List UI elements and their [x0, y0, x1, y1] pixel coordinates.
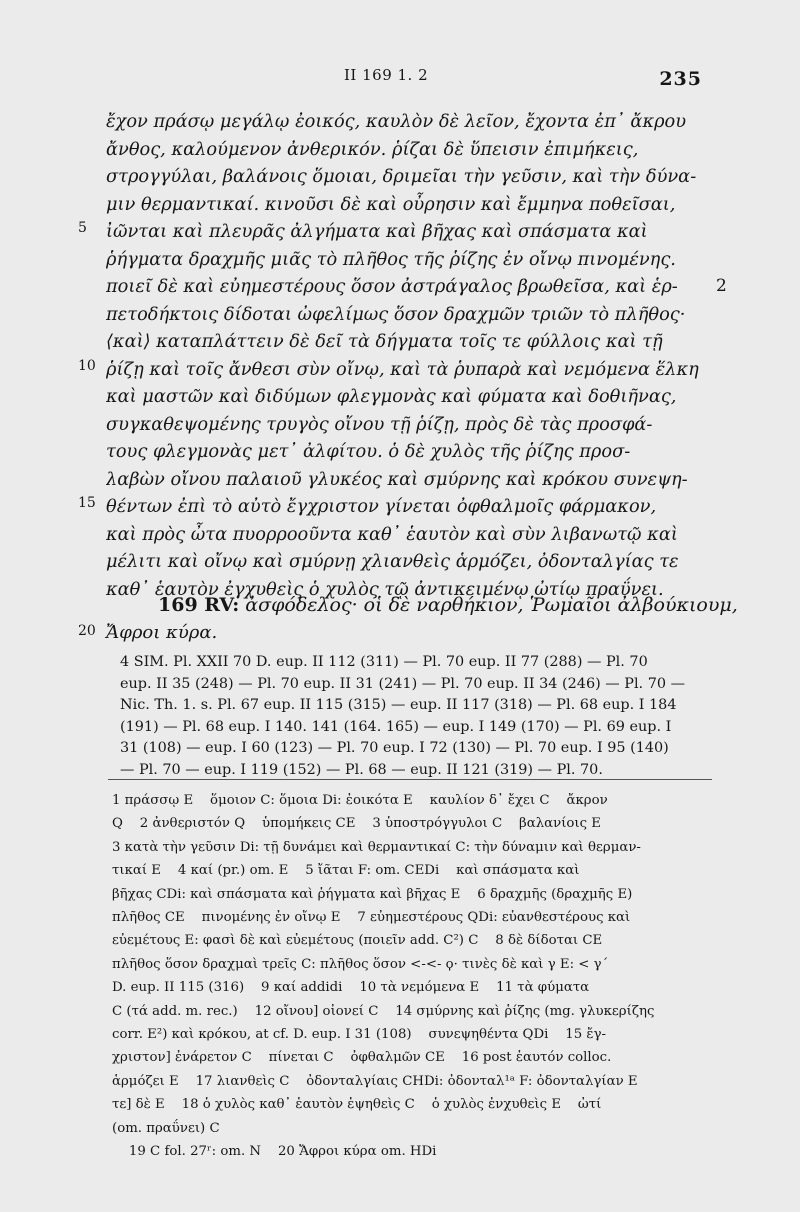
apparatus-line: ἁρμόζει E 17 λιανθεὶς C ὀδονταλγίαις CHDi: ὀδονταλ¹ᵃ F: ὀδονταλγίαν E — [112, 1073, 638, 1089]
testimonia-block — [120, 652, 710, 782]
line-number: 20 — [78, 623, 96, 639]
running-head — [0, 62, 800, 92]
line-text: συγκαθεψομένης τρυγὸς οἴνου τῇ ῥίζῃ, πρὸς δὲ τὰς προσφά- — [106, 413, 653, 435]
testimonia-line: 31 (108) — eup. I 60 (123) — Pl. 70 eup. I 72 (130) — Pl. 70 eup. I 95 (140) — [120, 740, 669, 757]
line-text: καὶ μαστῶν καὶ διδύμων φλεγμονὰς καὶ φύματα καὶ δοθιῆνας, — [106, 386, 677, 407]
line-text: ποιεῖ δὲ καὶ εὐημεστέρους ὅσον ἀστράγαλος βρωθεῖσα, καὶ ἑρ- — [106, 276, 678, 297]
apparatus-line: τικαί E 4 καί (pr.) om. E 5 ἴᾶται F: om. CEDi καὶ σπάσματα καὶ — [112, 863, 580, 879]
entry-number: 169 RV: — [158, 594, 240, 616]
line-number: 10 — [78, 357, 96, 374]
text-line — [0, 521, 800, 549]
line-text: ἄνθος, καλούμενον ἀνθερικόν. ῥίζαι δὲ ὕπεισιν ἐπιμήκεις, — [106, 138, 639, 160]
line-text: καὶ πρὸς ὦτα πυορροοῦντα καθ᾿ ἑαυτὸν καὶ σὺν λιβανωτῷ καὶ — [106, 523, 678, 545]
line-text: πετοδήκτοις δίδοται ὠφελίμως ὅσον δραχμῶν τριῶν τὸ πλῆθος· — [106, 303, 686, 325]
text-line — [0, 108, 800, 136]
line-text: ἰῶνται καὶ πλευρᾶς ἀλγήματα καὶ βῆχας καὶ σπάσματα καὶ — [106, 221, 648, 242]
testimonia-line: Nic. Th. 1. s. Pl. 67 eup. II 115 (315) — eup. II 117 (318) — Pl. 68 eup. I 184 — [120, 697, 677, 714]
apparatus-line: D. eup. II 115 (316) 9 καί addidi 10 τὰ νεμόμενα E 11 τὰ φύματα — [112, 980, 590, 996]
line-text: θέντων ἐπὶ τὸ αὐτὸ ἔγχριστον γίνεται ὀφθαλμοῖς φάρμακον, — [106, 496, 657, 517]
testimonia-line: 4 SIM. Pl. XXII 70 D. eup. II 112 (311) — Pl. 70 eup. II 77 (288) — Pl. 70 — [120, 654, 648, 670]
text-line — [0, 356, 800, 384]
apparatus-line: 3 κατὰ τὴν γεῦσιν Di: τῇ δυνάμει καὶ θερμαντικαί C: τὴν δύναμιν καὶ θερμαν- — [112, 839, 641, 855]
apparatus-line: βῆχας CDi: καὶ σπάσματα καὶ ῥήγματα καὶ βῆχας E 6 δραχμῆς (δραχμῆς E) — [112, 886, 633, 902]
apparatus-line: πλῆθος CE πινομένης ἐν οἴνῳ E 7 εὐημεστέρους QDi: εὐανθεστέρους καὶ — [112, 910, 631, 926]
line-number: 15 — [78, 495, 96, 511]
testimonia-line: — Pl. 70 — eup. I 119 (152) — Pl. 68 — eup. II 121 (319) — Pl. 70. — [120, 761, 603, 778]
apparatus-line: 19 C fol. 27ʳ: om. N 20 Ἄφροι κύρα om. HDi — [112, 1144, 437, 1160]
apparatus-line: 1 πράσσῳ E ὅμοιον C: ὅμοια Di: ἐοικότα E καυλίον δ᾿ ἔχει C ἄκρον — [112, 793, 608, 808]
line-text: ⟨καὶ⟩ καταπλάττειν δὲ δεῖ τὰ δήγματα τοῖς τε φύλλοις καὶ τῇ — [106, 331, 663, 352]
line-text: λαβὼν οἴνου παλαιοῦ γλυκέος καὶ σμύρνης καὶ κρόκου συνεψη- — [106, 468, 688, 490]
entry-169 — [0, 592, 800, 646]
line-text: ῥίζῃ καὶ τοῖς ἄνθεσι σὺν οἴνῳ, καὶ τὰ ῥυπαρὰ καὶ νεμόμενα ἕλκη — [106, 358, 699, 380]
text-line — [0, 301, 800, 329]
text-line — [0, 246, 800, 274]
text-line — [0, 438, 800, 466]
section-reference: II 169 1. 2 — [344, 66, 429, 84]
text-line — [0, 548, 800, 576]
text-line — [0, 493, 800, 521]
main-text — [0, 108, 800, 603]
line-text: ῥήγματα δραχμῆς μιᾶς τὸ πλῆθος τῆς ῥίζης ἐν οἴνῳ πινομένης. — [106, 248, 676, 270]
line-text: καθ᾿ ἑαυτὸν ἐγχυθεὶς ὁ χυλὸς τῷ ἀντικειμένῳ ὠτίῳ πραΰνει. — [106, 578, 664, 600]
entry-synonyms-cont: Ἄφροι κύρα. — [106, 622, 218, 643]
line-text: στρογγύλαι, βαλάνοις ὅμοιαι, δριμεῖαι τὴν γεῦσιν, καὶ τὴν δύνα- — [106, 166, 697, 187]
apparatus-line: πλῆθος ὅσον δραχμαὶ τρεῖς C: πλῆθος ὅσον <-<- ϙ· τινὲς δὲ καὶ γ E: < γ´ — [112, 956, 609, 972]
text-line — [0, 411, 800, 439]
entry-synonyms: ἀσφόδελος· οἱ δὲ ναρθήκιον, Ῥωμαῖοι ἀλβούκιουμ, — [245, 594, 738, 616]
apparatus-line: corr. E²) καὶ κρόκου, at cf. D. eup. I 31 (108) συνεψηθέντα QDi 15 ἔγ- — [112, 1027, 607, 1043]
text-line — [0, 218, 800, 246]
line-number: 5 — [78, 220, 87, 236]
critical-apparatus — [112, 789, 712, 1164]
apparatus-line: τε] δὲ E 18 ὁ χυλὸς καθ᾿ ἑαυτὸν ἑψηθεὶς C ὁ χυλὸς ἐνχυθεὶς E ὠτί — [112, 1097, 602, 1113]
testimonia-line: (191) — Pl. 68 eup. I 140. 141 (164. 165) — eup. I 149 (170) — Pl. 69 eup. I — [120, 718, 672, 735]
text-line — [0, 191, 800, 219]
margin-reference: 2 — [716, 276, 727, 296]
text-line — [0, 466, 800, 494]
apparatus-line: εὐεμέτους E: φασὶ δὲ καὶ εὐεμέτους (ποιεῖν add. C²) C 8 δὲ δίδοται CE — [112, 933, 603, 949]
text-line — [0, 136, 800, 164]
line-text: ἔχον πράσῳ μεγάλῳ ἐοικός, καυλὸν δὲ λεῖον, ἔχοντα ἐπ᾿ ἄκρου — [106, 111, 687, 132]
testimonia-line: eup. II 35 (248) — Pl. 70 eup. II 31 (241) — Pl. 70 eup. II 34 (246) — Pl. 70 — — [120, 675, 685, 692]
page-number: 235 — [659, 68, 702, 90]
apparatus-line: C (τά add. m. rec.) 12 οἴνου] οἰονεί C 14 σμύρνης καὶ ῥίζης (mg. γλυκερίζης — [112, 1003, 655, 1019]
line-text: τους φλεγμονὰς μετ᾿ ἀλφίτου. ὁ δὲ χυλὸς τῆς ῥίζης προσ- — [106, 441, 631, 462]
apparatus-line: (om. πραΰνει) C — [112, 1120, 220, 1136]
apparatus-line: χριστον] ἐνάρετον C πίνεται C ὀφθαλμῶν CE 16 post ἑαυτόν colloc. — [112, 1050, 612, 1066]
text-line — [0, 383, 800, 411]
text-line — [0, 163, 800, 191]
line-text: μιν θερμαντικαί. κινοῦσι δὲ καὶ οὖρησιν καὶ ἔμμηνα ποθεῖσαι, — [106, 193, 676, 215]
apparatus-line: Q 2 ἀνθεριστόν Q ὑπομήκεις CE 3 ὑποστρόγγυλοι C βαλανίοις E — [112, 816, 602, 832]
text-line — [0, 328, 800, 356]
line-text: μέλιτι καὶ οἴνῳ καὶ σμύρνῃ χλιανθεὶς ἁρμόζει, ὀδονταλγίας τε — [106, 551, 679, 572]
text-line — [0, 273, 800, 301]
apparatus-divider — [108, 779, 712, 780]
